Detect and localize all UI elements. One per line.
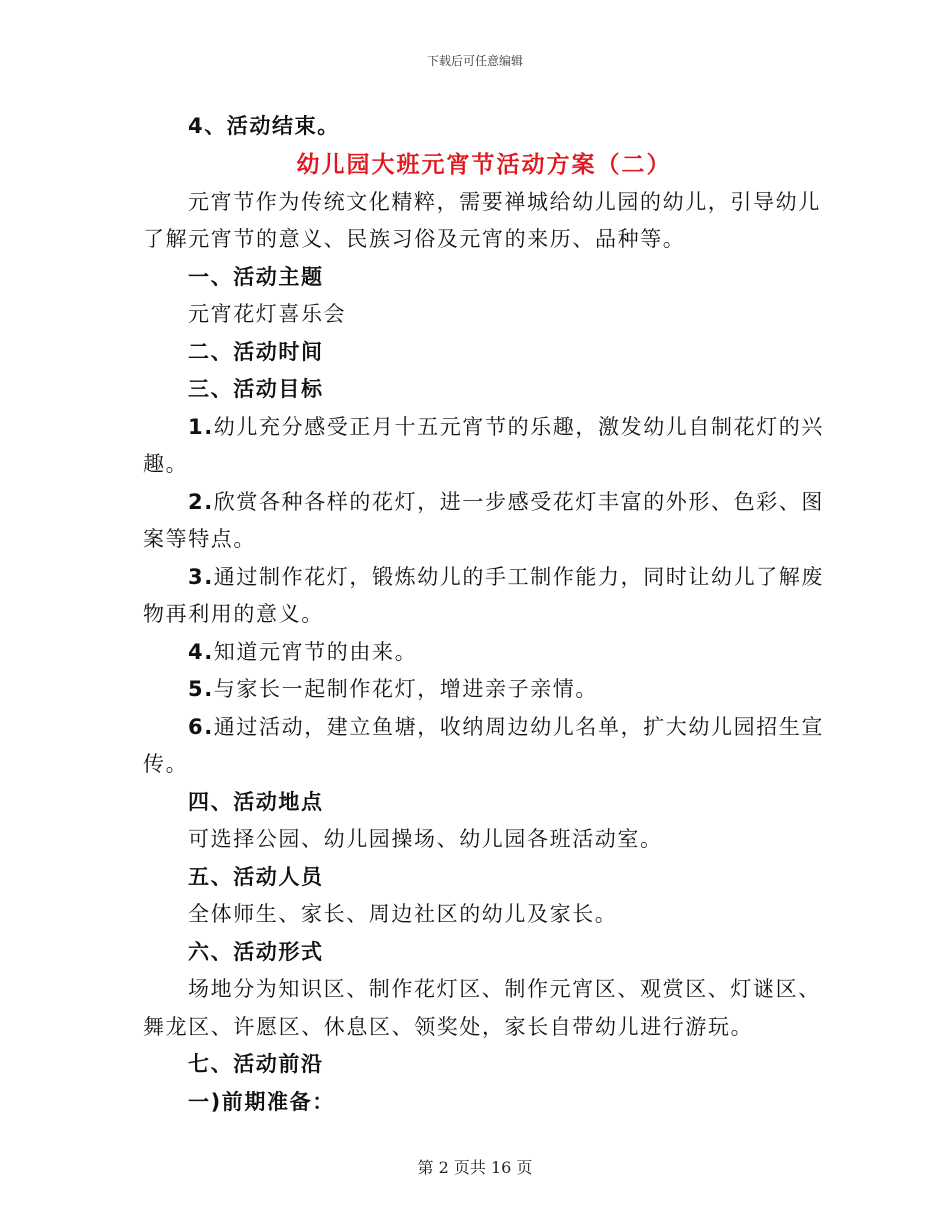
section-heading-goals: 三、活动目标: [188, 377, 324, 401]
section-text-theme: 元宵花灯喜乐会: [188, 302, 347, 326]
section-heading-theme: 一、活动主题: [188, 264, 324, 289]
goal-item-continued: 趣。: [143, 452, 189, 476]
goal-number: 3.: [188, 564, 214, 589]
goal-text: 幼儿充分感受正月十五元宵节的乐趣，激发幼儿自制花灯的兴: [213, 414, 824, 439]
section-heading-time: 二、活动时间: [188, 339, 324, 364]
paragraph-line: 了解元宵节的意义、民族习俗及元宵的来历、品种等。: [143, 227, 686, 251]
section-text-format-continued: 舞龙区、许愿区、休息区、领奖处，家长自带幼儿进行游玩。: [143, 1014, 754, 1039]
goal-item: [143, 634, 803, 672]
goal-number: 6.: [188, 714, 214, 739]
goal-number: 1.: [188, 414, 214, 439]
section-text-format: 场地分为知识区、制作花灯区、制作元宵区、观赏区、灯谜区、: [188, 977, 821, 1001]
section-heading-location: 四、活动地点: [188, 789, 324, 814]
goal-number: 4.: [188, 639, 214, 664]
document-title: 幼儿园大班元宵节活动方案（二）: [296, 151, 672, 178]
goal-number: 2.: [188, 489, 214, 514]
goal-text: 欣赏各种各样的花灯，进一步感受花灯丰富的外形、色彩、图: [213, 489, 824, 514]
section-heading-prep: 七、活动前沿: [188, 1052, 324, 1076]
goal-number: 5.: [188, 677, 214, 701]
section-text-people: 全体师生、家长、周边社区的幼儿及家长。: [188, 902, 618, 926]
item-activity-end: [143, 108, 803, 146]
goal-item: [143, 709, 824, 747]
goal-text: 通过活动，建立鱼塘，收纳周边幼儿名单，扩大幼儿园招生宣: [213, 714, 824, 739]
goal-item-continued: 传。: [143, 752, 189, 776]
goal-item-continued: 物再利用的意义。: [143, 602, 324, 626]
goal-item: [143, 409, 824, 447]
item-text: 4、活动结束。: [188, 114, 340, 138]
goal-item-continued: 案等特点。: [143, 527, 256, 551]
goal-item: [143, 559, 824, 597]
goal-text: 知道元宵节的由来。: [213, 639, 418, 664]
page-footer: 第 2 页共 16 页: [417, 1158, 533, 1177]
goal-item: [143, 484, 824, 522]
section-text-location: 可选择公园、幼儿园操场、幼儿园各班活动室。: [188, 827, 663, 851]
document-body: [143, 108, 824, 1121]
section-heading-people: 五、活动人员: [188, 864, 324, 889]
goal-text: 通过制作花灯，锻炼幼儿的手工制作能力，同时让幼儿了解废: [213, 564, 824, 589]
page-header: 下载后可任意编辑: [426, 54, 523, 68]
goal-item: [143, 671, 803, 709]
section-heading-format: 六、活动形式: [188, 939, 324, 964]
paragraph-line: 元宵节作为传统文化精粹，需要禅城给幼儿园的幼儿，引导幼儿: [188, 189, 821, 214]
subsection-heading-early-prep: 一)前期准备：: [188, 1089, 335, 1114]
goal-text: 与家长一起制作花灯，增进亲子亲情。: [213, 677, 598, 701]
